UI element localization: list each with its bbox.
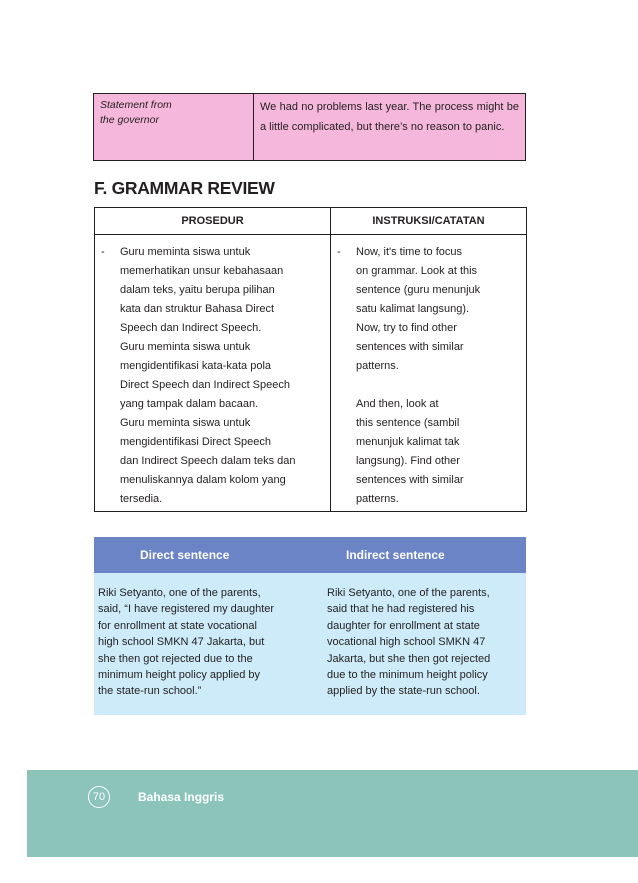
indirect-line: due to the minimum height policy [327, 669, 488, 682]
grammar-table-body [95, 235, 526, 512]
indirect-sentence-text [327, 573, 526, 715]
instruksi-line: menunjuk kalimat tak [356, 436, 460, 448]
prosedur-line: dan Indirect Speech dalam teks dan [120, 455, 296, 467]
instruksi-dash: - [337, 246, 341, 258]
grammar-review-table [94, 207, 527, 512]
direct-line: minimum height policy applied by [98, 669, 261, 682]
indirect-line: applied by the state-run school. [327, 685, 480, 698]
instruksi-line: sentence (guru menunjuk [356, 284, 481, 296]
grammar-table-header [95, 208, 526, 235]
instruksi-line: langsung). Find other [356, 455, 460, 467]
instruksi-line: sentences with similar [356, 474, 464, 486]
prosedur-line: menuliskannya dalam kolom yang [120, 474, 286, 486]
indirect-sentence-header: Indirect sentence [346, 548, 445, 562]
direct-line: she then got rejected due to the [98, 652, 253, 665]
indirect-line: said that he had registered his [327, 603, 475, 616]
direct-sentence-text [94, 573, 327, 715]
book-title: Bahasa Inggris [138, 790, 225, 804]
instruksi-line: on grammar. Look at this [356, 265, 478, 277]
indirect-line: Jakarta, but she then got rejected [327, 652, 491, 665]
statement-label [94, 94, 254, 160]
instruksi-line: patterns. [356, 360, 399, 372]
instruksi-line: patterns. [356, 493, 399, 505]
prosedur-line: Guru meminta siswa untuk [120, 246, 251, 258]
statement-label-line: Statement from [100, 99, 172, 111]
direct-line: said, “I have registered my daughter [98, 603, 275, 616]
prosedur-cell [95, 235, 331, 512]
prosedur-dash: - [101, 246, 105, 258]
prosedur-line: yang tampak dalam bacaan. [120, 398, 259, 410]
prosedur-line: Guru meminta siswa untuk [120, 417, 251, 429]
instruksi-line: Now, try to find other [356, 322, 457, 334]
direct-line: the state-run school.” [98, 685, 202, 698]
prosedur-text [120, 243, 324, 509]
prosedur-line: tersedia. [120, 493, 163, 505]
section-title: F. GRAMMAR REVIEW [94, 178, 275, 198]
prosedur-line: kata dan struktur Bahasa Direct [120, 303, 275, 315]
prosedur-line: Guru meminta siswa untuk [120, 341, 251, 353]
indirect-line: Riki Setyanto, one of the parents, [327, 587, 490, 599]
statement-text: We had no problems last year. The process might be a little complicated, but there’s no reason to panic. [260, 101, 519, 133]
direct-sentence-header: Direct sentence [140, 548, 230, 562]
indirect-line: daughter for enrollment at state [327, 619, 480, 632]
indirect-line: vocational high school SMKN 47 [327, 636, 486, 649]
prosedur-line: Direct Speech dan Indirect Speech [120, 379, 290, 391]
speech-comparison-panel [94, 537, 526, 715]
instruksi-line: this sentence (sambil [356, 417, 460, 429]
speech-panel-body [94, 573, 526, 715]
instruksi-line: sentences with similar [356, 341, 464, 353]
page-number: 70 [88, 786, 110, 808]
prosedur-line: mengidentifikasi kata-kata pola [120, 360, 272, 372]
instruksi-line: satu kalimat langsung). [356, 303, 470, 315]
prosedur-line: mengidentifikasi Direct Speech [120, 436, 272, 448]
statement-label-line: the governor [100, 114, 159, 126]
header-prosedur: PROSEDUR [95, 208, 331, 234]
prosedur-line: Speech dan Indirect Speech. [120, 322, 262, 334]
page-footer [27, 770, 638, 857]
header-instruksi: INSTRUKSI/CATATAN [372, 215, 485, 227]
instruksi-line: And then, look at [356, 398, 439, 410]
direct-line: for enrollment at state vocational [98, 619, 257, 632]
instruksi-cell [331, 235, 526, 512]
instruksi-text [356, 243, 520, 509]
prosedur-line: dalam teks, yaitu berupa pilihan [120, 284, 275, 296]
statement-table [93, 93, 526, 161]
instruksi-line: Now, it's time to focus [356, 246, 463, 258]
prosedur-line: memerhatikan unsur kebahasaan [120, 265, 284, 277]
speech-panel-header [94, 537, 526, 573]
instruksi-line-blank [356, 376, 520, 395]
direct-line: high school SMKN 47 Jakarta, but [98, 636, 265, 649]
direct-line: Riki Setyanto, one of the parents, [98, 587, 261, 599]
